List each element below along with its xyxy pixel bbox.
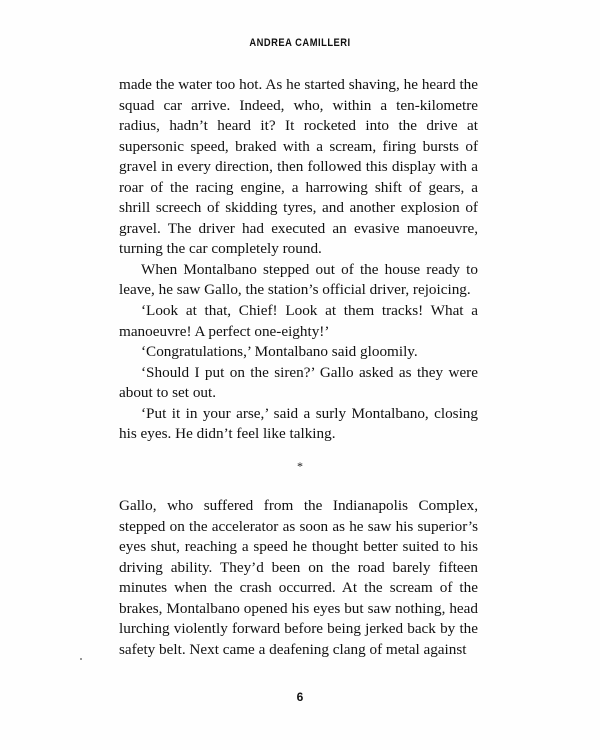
- paragraph: Gallo, who suffered from the Indianapolis Complex, stepped on the accelerator as soon as he saw his superior’s eyes shut, reaching a speed he thought better suited to his driving ability. They’d been on the road barely fifteen minutes when the crash occurred. At the scream of the brakes, Montalbano opened his eyes but saw nothing, head lurching violently forward before being jerked back by the safety belt. Next came a deafening clang of metal against: [119, 497, 478, 658]
- section-break: *: [297, 459, 303, 473]
- paragraph: ‘Congratulations,’ Montalbano said gloomily.: [141, 343, 418, 361]
- scan-speck: [80, 658, 82, 660]
- paragraph: When Montalbano stepped out of the house ready to leave, he saw Gallo, the station’s official driver, rejoicing.: [119, 260, 478, 299]
- paragraph: ‘Look at that, Chief! Look at them tracks! What a manoeuvre! A perfect one-eighty!’: [119, 302, 478, 340]
- paragraph: ‘Put it in your arse,’ said a surly Montalbano, closing his eyes. He didn’t feel like talking.: [119, 404, 478, 443]
- running-head: ANDREA CAMILLERI: [249, 37, 351, 49]
- paragraph: ‘Should I put on the siren?’ Gallo asked as they were about to set out.: [119, 363, 478, 402]
- paragraph: made the water too hot. As he started shaving, he heard the squad car arrive. Indeed, who, within a ten-kilometre radius, hadn’t heard it? It rocketed into the drive at supersonic speed, braked with a scream, firing bursts of gravel in every direction, then followed this display with a roar of the racing engine, a harrowing shift of gears, a shrill screech of skidding tyres, and another explosion of gravel. The driver had executed an evasive manoeuvre, turning the car completely round.: [119, 76, 478, 258]
- text-block-before-break: [119, 75, 478, 445]
- page-number: 6: [296, 690, 304, 704]
- text-block-after-break: [119, 496, 478, 660]
